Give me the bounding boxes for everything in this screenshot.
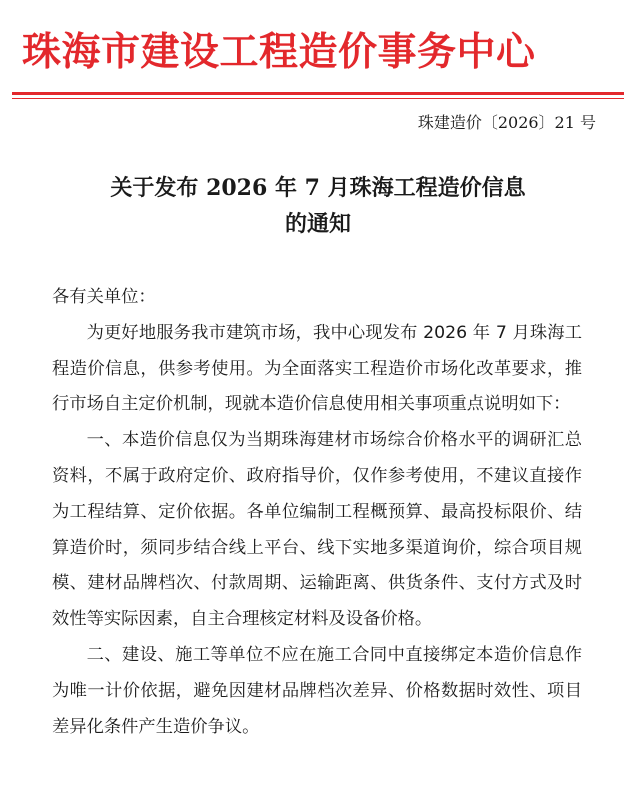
masthead-rule-thick — [12, 92, 624, 95]
body-paragraph-intro: 为更好地服务我市建筑市场，我中心现发布 2026 年 7 月珠海工程造价信息，供参考使用。为全面落实工程造价市场化改革要求，推行市场自主定价机制，现就本造价信息使用相关事项重点说明如下： — [52, 322, 582, 415]
document-body — [52, 280, 582, 745]
document-title-line-2: 的通知 — [284, 211, 351, 237]
body-paragraph-item-1: 一、本造价信息仅为当期珠海建材市场综合价格水平的调研汇总资料，不属于政府定价、政府指导价，仅作参考使用，不建议直接作为工程结算、定价依据。各单位编制工程概预算、最高投标限价、结算造价时，须同步结合线上平台、线下实地多渠道询价，综合项目规模、建材品牌档次、付款周期、运输距离、供货条件、支付方式及时效性等实际因素，自主合理核定材料及设备价格。 — [52, 430, 582, 630]
body-paragraph-item-2: 二、建设、施工等单位不应在施工合同中直接绑定本造价信息作为唯一计价依据，避免因建材品牌档次差异、价格数据时效性、项目差异化条件产生造价争议。 — [52, 644, 582, 737]
masthead-rule-thin — [12, 98, 624, 99]
document-title-line-1: 关于发布 2026 年 7 月珠海工程造价信息 — [110, 175, 526, 201]
document-number: 珠建造价〔2026〕21 号 — [417, 113, 596, 132]
salutation: 各有关单位： — [52, 287, 156, 307]
masthead-org-name: 珠海市建设工程造价事务中心 — [22, 29, 536, 75]
document-title — [40, 170, 596, 242]
